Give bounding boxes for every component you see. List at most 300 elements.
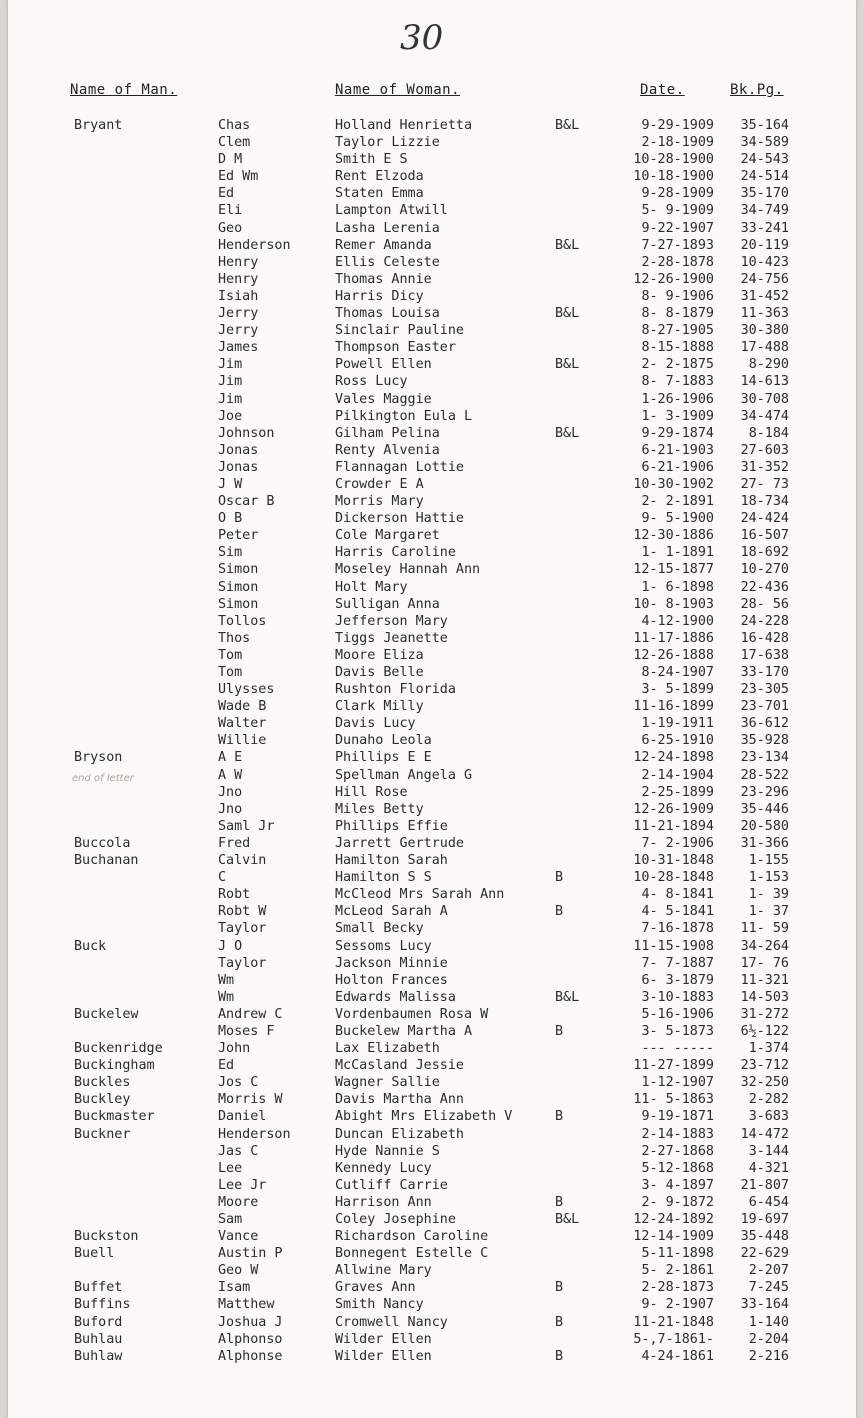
woman-name-cell: Jackson Minnie [335, 955, 448, 971]
woman-name-cell: Crowder E A [335, 476, 424, 492]
table-row [8, 1331, 856, 1348]
book-page-cell: 31-452 [740, 288, 789, 304]
book-page-cell: 8-290 [748, 357, 789, 373]
date-cell: 6-21-1903 [641, 442, 714, 458]
table-row [8, 151, 856, 168]
note-cell: B&L [555, 989, 580, 1005]
given-name-cell: Morris W [218, 1092, 283, 1108]
woman-name-cell: Pilkington Eula L [335, 408, 473, 424]
date-cell: 10-30-1902 [633, 476, 714, 492]
table-row [8, 459, 856, 476]
table-row [8, 185, 856, 202]
table-row [8, 1177, 856, 1194]
book-page-cell: 2-216 [748, 1348, 789, 1364]
given-name-cell: Jonas [218, 459, 259, 475]
date-cell: 7-27-1893 [641, 237, 714, 253]
given-name-cell: James [218, 340, 259, 356]
date-cell: 10-18-1900 [633, 169, 714, 185]
given-name-cell: Jas C [218, 1143, 259, 1159]
book-page-cell: 8-184 [748, 425, 789, 441]
book-page-cell: 3-683 [748, 1109, 789, 1125]
surname-cell: Bryant [74, 118, 123, 133]
note-cell: B&L [555, 306, 580, 322]
book-page-cell: 23-712 [740, 1058, 789, 1074]
book-page-cell: 33-241 [740, 220, 789, 236]
book-page-cell: 1-153 [748, 870, 789, 886]
woman-name-cell: Sessoms Lucy [335, 938, 432, 954]
given-name-cell: Robt [218, 887, 251, 903]
woman-name-cell: Cromwell Nancy [335, 1314, 448, 1330]
book-page-cell: 34-474 [740, 408, 789, 424]
woman-name-cell: Lax Elizabeth [335, 1041, 440, 1057]
date-cell: 10-31-1848 [633, 853, 714, 869]
date-cell: 9-29-1909 [641, 118, 714, 133]
date-cell: 10- 8-1903 [633, 596, 714, 612]
woman-name-cell: McCasland Jessie [335, 1058, 464, 1074]
table-row [8, 237, 856, 254]
date-cell: 5- 2-1861 [641, 1263, 714, 1279]
table-row [8, 1279, 856, 1296]
book-page-cell: 3-144 [748, 1143, 789, 1159]
woman-name-cell: Hill Rose [335, 784, 408, 800]
woman-name-cell: Richardson Caroline [335, 1229, 489, 1245]
woman-name-cell: Harris Caroline [335, 545, 456, 561]
book-page-cell: 2-282 [748, 1092, 789, 1108]
woman-name-cell: Wilder Ellen [335, 1331, 432, 1347]
table-row [8, 1074, 856, 1091]
table-row [8, 220, 856, 237]
date-cell: 12-14-1909 [633, 1229, 714, 1245]
given-name-cell: A E [218, 750, 243, 766]
woman-name-cell: Lasha Lerenia [335, 220, 440, 236]
date-cell: 2-14-1904 [641, 767, 714, 783]
surname-cell: Buckingham [74, 1058, 155, 1074]
column-header-date: Date. [640, 82, 685, 98]
woman-name-cell: Bonnegent Estelle C [335, 1246, 489, 1262]
register-page [8, 0, 856, 1418]
table-row [8, 168, 856, 185]
woman-name-cell: McLeod Sarah A [335, 904, 448, 920]
woman-name-cell: Hamilton Sarah [335, 853, 448, 869]
table-row [8, 134, 856, 151]
woman-name-cell: Vales Maggie [335, 391, 432, 407]
book-page-cell: 27- 73 [740, 476, 789, 492]
woman-name-cell: Staten Emma [335, 186, 424, 202]
given-name-cell: Henderson [218, 1126, 291, 1142]
book-page-cell: 24-228 [740, 613, 789, 629]
table-row [8, 271, 856, 288]
table-row [8, 425, 856, 442]
book-page-cell: 17- 76 [740, 955, 789, 971]
date-cell: 12-24-1898 [633, 750, 714, 766]
woman-name-cell: Renty Alvenia [335, 442, 440, 458]
given-name-cell: Joe [218, 408, 243, 424]
woman-name-cell: Holt Mary [335, 579, 408, 595]
book-page-cell: 19-697 [740, 1212, 789, 1227]
given-name-cell: Tollos [218, 613, 267, 629]
date-cell: 1-19-1911 [641, 716, 714, 732]
book-page-cell: 34-589 [740, 135, 789, 151]
date-cell: 2- 9-1872 [641, 1194, 714, 1210]
table-row [8, 732, 856, 749]
book-page-cell: 14-613 [740, 374, 789, 390]
given-name-cell: Ed Wm [218, 169, 259, 185]
book-page-cell: 22-436 [740, 579, 789, 595]
date-cell: 2-18-1909 [641, 135, 714, 151]
woman-name-cell: Harris Dicy [335, 288, 424, 304]
given-name-cell: D M [218, 152, 243, 168]
given-name-cell: Simon [218, 579, 259, 595]
table-row [8, 715, 856, 732]
note-cell: B [555, 1314, 564, 1330]
given-name-cell: Lee Jr [218, 1177, 267, 1193]
book-page-cell: 31-366 [740, 835, 789, 851]
given-name-cell: Eli [218, 203, 243, 219]
note-cell: B&L [555, 357, 580, 373]
surname-cell: Buckles [74, 1075, 131, 1091]
given-name-cell: Lee [218, 1160, 243, 1176]
book-page-cell: 18-692 [740, 545, 789, 561]
table-row [8, 1348, 856, 1365]
woman-name-cell: Cutliff Carrie [335, 1177, 448, 1193]
date-cell: 5- 9-1909 [641, 203, 714, 219]
book-page-cell: 2-207 [748, 1263, 789, 1279]
woman-name-cell: Rushton Florida [335, 682, 456, 698]
note-cell: B&L [555, 1212, 580, 1227]
date-cell: 5-,7-1861- [633, 1331, 714, 1347]
given-name-cell: Joshua J [218, 1314, 283, 1330]
given-name-cell: Taylor [218, 921, 267, 937]
book-page-cell: 28-522 [740, 767, 789, 783]
woman-name-cell: Ellis Celeste [335, 254, 440, 270]
book-page-cell: 32-250 [740, 1075, 789, 1091]
book-page-cell: 18-734 [740, 494, 789, 510]
date-cell: 6-25-1910 [641, 733, 714, 749]
date-cell: 9-22-1907 [641, 220, 714, 236]
surname-cell: Buffins [74, 1297, 131, 1313]
surname-cell: Buckston [74, 1229, 139, 1245]
date-cell: 7-16-1878 [641, 921, 714, 937]
surname-cell: Buford [74, 1314, 123, 1330]
given-name-cell: C [218, 870, 227, 886]
woman-name-cell: Phillips E E [335, 750, 432, 766]
date-cell: 3- 4-1897 [641, 1177, 714, 1193]
woman-name-cell: Kennedy Lucy [335, 1160, 432, 1176]
table-row [8, 1006, 856, 1023]
given-name-cell: Geo [218, 220, 243, 236]
date-cell: 2- 2-1875 [641, 357, 714, 373]
table-row [8, 903, 856, 920]
book-page-cell: 30-380 [740, 323, 789, 339]
surname-cell: Buckmaster [74, 1109, 155, 1125]
table-row [8, 288, 856, 305]
woman-name-cell: Taylor Lizzie [335, 135, 440, 151]
woman-name-cell: Small Becky [335, 921, 424, 937]
table-row [8, 391, 856, 408]
given-name-cell: Andrew C [218, 1006, 283, 1022]
book-page-cell: 27-603 [740, 442, 789, 458]
date-cell: 12-26-1888 [633, 647, 714, 663]
table-row [8, 254, 856, 271]
table-row [8, 442, 856, 459]
surname-cell: Buckenridge [74, 1041, 163, 1057]
book-page-cell: 35-928 [740, 733, 789, 749]
book-page-cell: 4-321 [748, 1160, 789, 1176]
woman-name-cell: Ross Lucy [335, 374, 408, 390]
given-name-cell: Chas [218, 118, 251, 133]
woman-name-cell: Dickerson Hattie [335, 511, 464, 527]
given-name-cell: Ed [218, 186, 235, 202]
date-cell: 8-24-1907 [641, 665, 714, 680]
note-cell: B [555, 1280, 564, 1296]
date-cell: 9-19-1871 [641, 1109, 714, 1125]
table-row [8, 1296, 856, 1313]
woman-name-cell: Hyde Nannie S [335, 1143, 440, 1159]
woman-name-cell: Allwine Mary [335, 1263, 432, 1279]
woman-name-cell: Edwards Malissa [335, 989, 456, 1005]
table-row [8, 681, 856, 698]
woman-name-cell: Jefferson Mary [335, 613, 448, 629]
column-header-man: Name of Man. [70, 82, 178, 98]
table-row [8, 476, 856, 493]
table-row [8, 596, 856, 613]
book-page-cell: 10-423 [740, 254, 789, 270]
woman-name-cell: Lampton Atwill [335, 203, 448, 219]
date-cell: 8-15-1888 [641, 340, 714, 356]
date-cell: 11-16-1899 [633, 699, 714, 715]
note-cell: B [555, 1109, 564, 1125]
woman-name-cell: Holland Henrietta [335, 118, 473, 133]
book-page-cell: 24-543 [740, 152, 789, 168]
date-cell: 9-28-1909 [641, 186, 714, 202]
table-row [8, 869, 856, 886]
given-name-cell: Walter [218, 716, 267, 732]
book-page-cell: 24-756 [740, 271, 789, 287]
given-name-cell: Jos C [218, 1075, 259, 1091]
date-cell: 2- 2-1891 [641, 494, 714, 510]
given-name-cell: Wm [218, 972, 235, 988]
surname-cell: Buck [74, 938, 107, 954]
book-page-cell: 35-164 [740, 118, 789, 133]
table-row [8, 339, 856, 356]
woman-name-cell: Jarrett Gertrude [335, 835, 464, 851]
book-page-cell: 1-155 [748, 853, 789, 869]
table-row [8, 801, 856, 818]
given-name-cell: Matthew [218, 1297, 275, 1313]
table-row [8, 630, 856, 647]
given-name-cell: J W [218, 476, 243, 492]
given-name-cell: Isiah [218, 288, 259, 304]
surname-cell: Buhlaw [74, 1348, 123, 1364]
table-row [8, 544, 856, 561]
given-name-cell: Jno [218, 784, 243, 800]
date-cell: 5-16-1906 [641, 1006, 714, 1022]
note-cell: B [555, 904, 564, 920]
given-name-cell: Peter [218, 528, 259, 544]
column-header-book-page: Bk.Pg. [730, 82, 784, 98]
given-name-cell: Tom [218, 665, 243, 680]
table-row [8, 1143, 856, 1160]
date-cell: 5-11-1898 [641, 1246, 714, 1262]
table-row [8, 749, 856, 766]
date-cell: 11-15-1908 [633, 938, 714, 954]
book-page-cell: 33-164 [740, 1297, 789, 1313]
woman-name-cell: Rent Elzoda [335, 169, 424, 185]
date-cell: 6-21-1906 [641, 459, 714, 475]
woman-name-cell: Davis Lucy [335, 716, 416, 732]
date-cell: 8- 9-1906 [641, 288, 714, 304]
given-name-cell: Henderson [218, 237, 291, 253]
given-name-cell: Jim [218, 374, 243, 390]
book-page-cell: 24-424 [740, 511, 789, 527]
book-page-cell: 23-701 [740, 699, 789, 715]
given-name-cell: Sam [218, 1212, 243, 1227]
book-page-cell: 1-374 [748, 1041, 789, 1057]
table-row [8, 664, 856, 681]
book-page-cell: 1-140 [748, 1314, 789, 1330]
woman-name-cell: Morris Mary [335, 494, 424, 510]
given-name-cell: Jerry [218, 306, 259, 322]
book-page-cell: 21-807 [740, 1177, 789, 1193]
book-page-cell: 35-448 [740, 1229, 789, 1245]
date-cell: 1- 1-1891 [641, 545, 714, 561]
date-cell: 11-17-1886 [633, 630, 714, 646]
book-page-cell: 36-612 [740, 716, 789, 732]
given-name-cell: Robt W [218, 904, 267, 920]
table-row [8, 886, 856, 903]
surname-cell: Buckner [74, 1126, 131, 1142]
date-cell: 1-26-1906 [641, 391, 714, 407]
date-cell: 9- 2-1907 [641, 1297, 714, 1313]
given-name-cell: Ed [218, 1058, 235, 1074]
book-page-cell: 16-507 [740, 528, 789, 544]
woman-name-cell: Coley Josephine [335, 1212, 456, 1227]
book-page-cell: 7-245 [748, 1280, 789, 1296]
date-cell: 3- 5-1873 [641, 1023, 714, 1039]
date-cell: 5-12-1868 [641, 1160, 714, 1176]
table-row [8, 493, 856, 510]
given-name-cell: Alphonso [218, 1331, 283, 1347]
date-cell: 9-29-1874 [641, 425, 714, 441]
date-cell: 4-24-1861 [641, 1348, 714, 1364]
note-cell: B [555, 1194, 564, 1210]
book-page-cell: 11-321 [740, 972, 789, 988]
table-row [8, 1228, 856, 1245]
surname-cell: Buell [74, 1246, 115, 1262]
note-cell: B&L [555, 237, 580, 253]
date-cell: 12-24-1892 [633, 1212, 714, 1227]
surname-cell: Buhlau [74, 1331, 123, 1347]
book-page-cell: 14-472 [740, 1126, 789, 1142]
table-row [8, 784, 856, 801]
date-cell: 9- 5-1900 [641, 511, 714, 527]
given-name-cell: Oscar B [218, 494, 275, 510]
given-name-cell: Henry [218, 271, 259, 287]
book-page-cell: 30-708 [740, 391, 789, 407]
given-name-cell: Simon [218, 562, 259, 578]
book-page-cell: 28- 56 [740, 596, 789, 612]
woman-name-cell: Moseley Hannah Ann [335, 562, 481, 578]
date-cell: 12-30-1886 [633, 528, 714, 544]
date-cell: 1- 3-1909 [641, 408, 714, 424]
book-page-cell: 31-272 [740, 1006, 789, 1022]
table-row [8, 1262, 856, 1279]
given-name-cell: J O [218, 938, 243, 954]
woman-name-cell: Miles Betty [335, 801, 424, 817]
table-row [8, 527, 856, 544]
surname-cell: Buckley [74, 1092, 131, 1108]
table-row [8, 1023, 856, 1040]
table-row [8, 920, 856, 937]
date-cell: 7- 2-1906 [641, 835, 714, 851]
book-page-cell: 6-454 [748, 1194, 789, 1210]
given-name-cell: A W [218, 767, 243, 783]
woman-name-cell: Graves Ann [335, 1280, 416, 1296]
woman-name-cell: Vordenbaumen Rosa W [335, 1006, 489, 1022]
given-name-cell: Geo W [218, 1263, 259, 1279]
given-name-cell: Henry [218, 254, 259, 270]
book-page-cell: 23-134 [740, 750, 789, 766]
woman-name-cell: Powell Ellen [335, 357, 432, 373]
given-name-cell: Wm [218, 989, 235, 1005]
given-name-cell: Willie [218, 733, 267, 749]
woman-name-cell: Remer Amanda [335, 237, 432, 253]
table-row [8, 767, 856, 784]
woman-name-cell: Smith E S [335, 152, 408, 168]
table-row [8, 698, 856, 715]
woman-name-cell: Harrison Ann [335, 1194, 432, 1210]
date-cell: 7- 7-1887 [641, 955, 714, 971]
table-row [8, 989, 856, 1006]
given-name-cell: Sim [218, 545, 243, 561]
given-name-cell: Jno [218, 801, 243, 817]
table-row [8, 972, 856, 989]
table-row [8, 613, 856, 630]
woman-name-cell: Thomas Annie [335, 271, 432, 287]
table-row [8, 1108, 856, 1125]
given-name-cell: Jerry [218, 323, 259, 339]
table-row [8, 818, 856, 835]
date-cell: 12-26-1909 [633, 801, 714, 817]
given-name-cell: Austin P [218, 1246, 283, 1262]
given-name-cell: Alphonse [218, 1348, 283, 1364]
date-cell: 8- 7-1883 [641, 374, 714, 390]
table-row [8, 852, 856, 869]
given-name-cell: Isam [218, 1280, 251, 1296]
table-row [8, 579, 856, 596]
book-page-cell: 23-305 [740, 682, 789, 698]
table-row [8, 1245, 856, 1262]
surname-cell: Buchanan [74, 853, 139, 869]
book-page-cell: 11- 59 [740, 921, 789, 937]
woman-name-cell: Sulligan Anna [335, 596, 440, 612]
given-name-cell: Vance [218, 1229, 259, 1245]
woman-name-cell: Wilder Ellen [335, 1348, 432, 1364]
book-page-cell: 14-503 [740, 989, 789, 1005]
book-page-cell: 20-119 [740, 237, 789, 253]
table-row [8, 1211, 856, 1228]
woman-name-cell: Tiggs Jeanette [335, 630, 448, 646]
woman-name-cell: Thompson Easter [335, 340, 456, 356]
woman-name-cell: Davis Martha Ann [335, 1092, 464, 1108]
given-name-cell: Jonas [218, 442, 259, 458]
woman-name-cell: Hamilton S S [335, 870, 432, 886]
date-cell: 12-15-1877 [633, 562, 714, 578]
woman-name-cell: Dunaho Leola [335, 733, 432, 749]
date-cell: 11-21-1848 [633, 1314, 714, 1330]
book-page-cell: 35-446 [740, 801, 789, 817]
woman-name-cell: Smith Nancy [335, 1297, 424, 1313]
